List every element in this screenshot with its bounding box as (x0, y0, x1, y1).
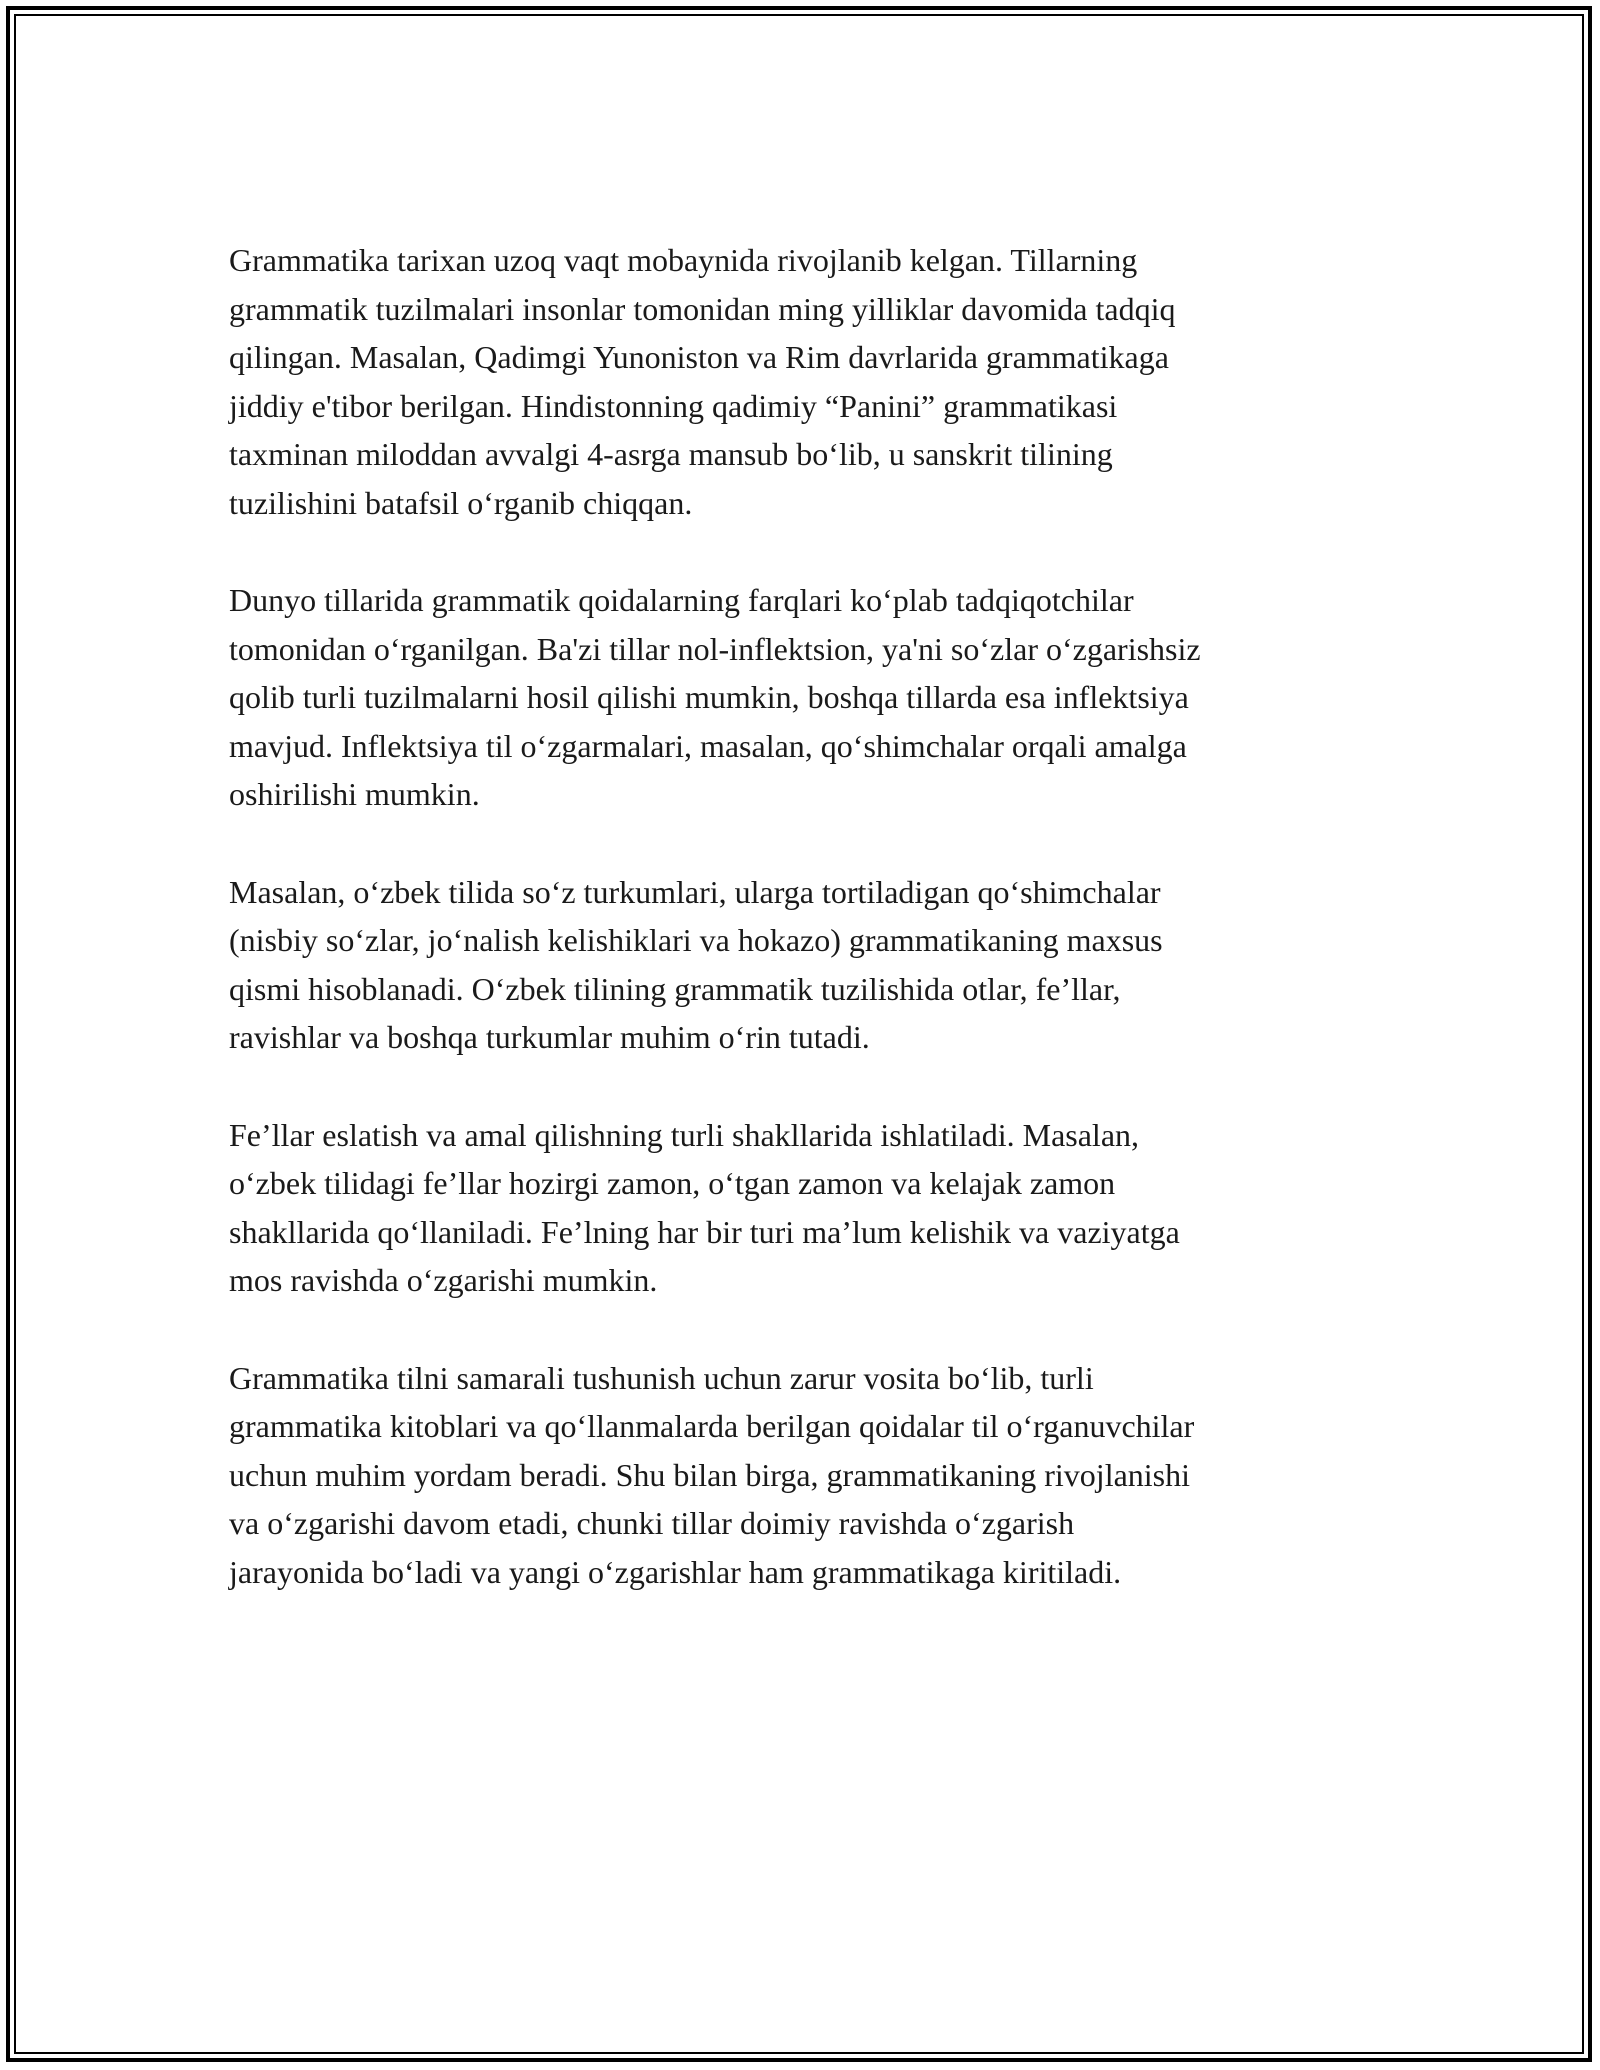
text-line: oshirilishi mumkin. (229, 776, 480, 812)
text-line: mavjud. Inflektsiya til oʻzgarmalari, masalan, qoʻshimchalar orqali amalga (229, 727, 1187, 764)
text-line: (nisbiy soʻzlar, joʻnalish kelishiklari va hokazo) grammatikaning maxsus (229, 922, 1163, 958)
text-line: Grammatika tilni samarali tushunish uchun zarur vosita boʻlib, turli (229, 1359, 1094, 1396)
text-line: ravishlar va boshqa turkumlar muhim oʻrin tutadi. (229, 1019, 870, 1055)
text-line: jarayonida boʻladi va yangi oʻzgarishlar ham grammatikaga kiritiladi. (229, 1553, 1122, 1590)
text-line: Masalan, oʻzbek tilida soʻz turkumlari, ularga tortiladigan qoʻshimchalar (229, 873, 1161, 910)
text-line: shakllarida qoʻllaniladi. Fe’lning har bir turi ma’lum kelishik va vaziyatga (229, 1213, 1180, 1250)
paragraph-3 (229, 868, 1389, 1062)
paragraph-1 (229, 236, 1389, 527)
text-line: grammatik tuzilmalari insonlar tomonidan ming yilliklar davomida tadqiq (229, 290, 1176, 327)
text-line: tomonidan oʻrganilgan. Ba'zi tillar nol-inflektsion, ya'ni soʻzlar oʻzgarishsiz (229, 630, 1201, 667)
document-body (229, 236, 1389, 1645)
text-line: qolib turli tuzilmalarni hosil qilishi mumkin, boshqa tillarda esa inflektsiya (229, 679, 1189, 715)
paragraph-5 (229, 1354, 1389, 1597)
text-line: va oʻzgarishi davom etadi, chunki tillar doimiy ravishda oʻzgarish (229, 1505, 1075, 1541)
text-line: Dunyo tillarida grammatik qoidalarning farqlari koʻplab tadqiqotchilar (229, 582, 1134, 618)
text-line: grammatika kitoblari va qoʻllanmalarda berilgan qoidalar til oʻrganuvchilar (229, 1408, 1195, 1444)
paragraph-2 (229, 576, 1389, 819)
text-line: qismi hisoblanadi. Oʻzbek tilining grammatik tuzilishida otlar, fe’llar, (229, 970, 1121, 1007)
text-line: tuzilishini batafsil oʻrganib chiqqan. (229, 484, 693, 521)
text-line: taxminan miloddan avvalgi 4-asrga mansub boʻlib, u sanskrit tilining (229, 436, 1113, 472)
text-line: oʻzbek tilidagi fe’llar hozirgi zamon, oʻtgan zamon va kelajak zamon (229, 1165, 1116, 1201)
text-line: Fe’llar eslatish va amal qilishning turli shakllarida ishlatiladi. Masalan, (229, 1116, 1140, 1153)
paragraph-4 (229, 1111, 1389, 1305)
text-line: mos ravishda oʻzgarishi mumkin. (229, 1262, 658, 1298)
text-line: uchun muhim yordam beradi. Shu bilan birga, grammatikaning rivojlanishi (229, 1456, 1191, 1493)
text-line: qilingan. Masalan, Qadimgi Yunoniston va Rim davrlarida grammatikaga (229, 339, 1169, 375)
text-line: Grammatika tarixan uzoq vaqt mobaynida rivojlanib kelgan. Tillarning (229, 242, 1138, 278)
text-line: jiddiy e'tibor berilgan. Hindistonning qadimiy “Panini” grammatikasi (229, 387, 1118, 424)
